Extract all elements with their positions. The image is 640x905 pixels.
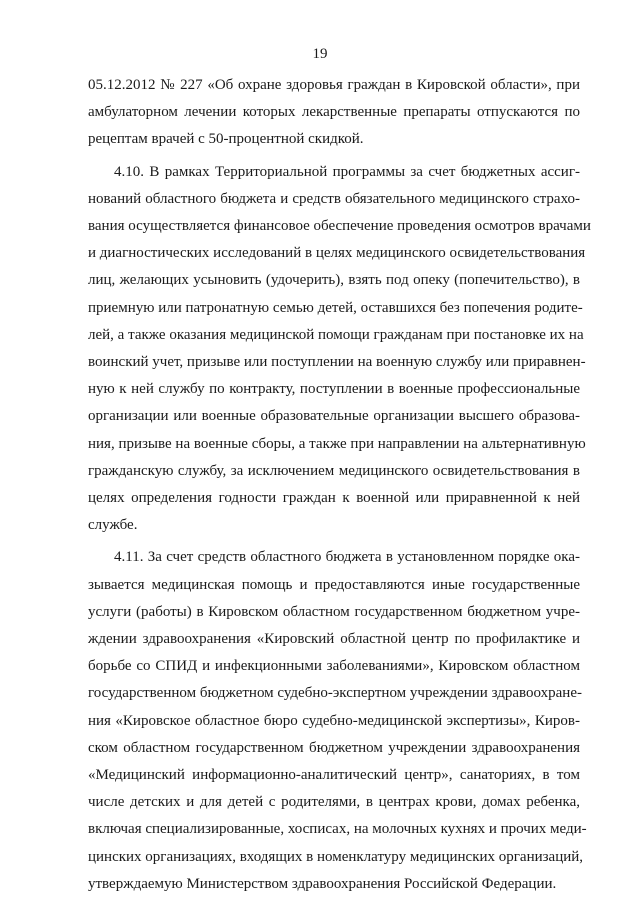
text-line: рецептам врачей с 50-процентной скидкой. [88, 131, 364, 148]
body-text [88, 72, 591, 898]
text-line: приемную или патронатную семью детей, оставшихся без попечения родите- [88, 299, 583, 316]
text-line: числе детских и для детей с родителями, в центрах крови, домах ребенка, [88, 794, 580, 811]
text-line: вания осуществляется финансовое обеспечение проведения осмотров врачами [88, 218, 591, 235]
text-line: лиц, желающих усыновить (удочерить), взять под опеку (попечительство), в [88, 272, 580, 289]
text-line: лей, а также оказания медицинской помощи гражданам при постановке их на [88, 326, 584, 343]
text-line: нований областного бюджета и средств обязательного медицинского страхо- [88, 190, 580, 207]
paragraph-continuation [88, 72, 580, 154]
text-line: ную к ней службу по контракту, поступлении в военные профессиональные [88, 381, 580, 398]
text-line: борьбе со СПИД и инфекционными заболеваниями», Кировском областном [88, 658, 580, 675]
text-line: включая специализированные, хосписах, на молочных кухнях и прочих меди- [88, 821, 587, 838]
page-number: 19 [312, 46, 328, 62]
text-line: гражданскую службу, за исключением медицинского освидетельствования в [88, 462, 580, 479]
text-line: воинский учет, призыве или поступлении на военную службу или приравнен- [88, 354, 586, 371]
text-line: ждении здравоохранения «Кировский областной центр по профилактике и [88, 631, 580, 648]
paragraph-clause-4-11 [88, 544, 587, 898]
text-line: государственном бюджетном судебно-экспертном учреждении здравоохране- [88, 685, 582, 702]
text-line: 4.11. За счет средств областного бюджета в установленном порядке ока- [114, 549, 580, 566]
text-line: ния, призыве на военные сборы, а также при направлении на альтернативную [88, 435, 586, 452]
text-line: амбулаторном лечении которых лекарственные препараты отпускаются по [88, 104, 580, 121]
text-line: ния «Кировское областное бюро судебно-медицинской экспертизы», Киров- [88, 712, 580, 729]
text-line: организации или военные образовательные организации высшего образова- [88, 408, 580, 425]
text-line: услуги (работы) в Кировском областном государственном бюджетном учре- [88, 603, 580, 620]
text-line: 4.10. В рамках Территориальной программы за счет бюджетных ассиг- [114, 163, 580, 180]
text-line: «Медицинский информационно-аналитический центр», санаториях, в том [88, 767, 580, 784]
text-line: 05.12.2012 № 227 «Об охране здоровья граждан в Кировской области», при [88, 77, 580, 93]
text-line: цинских организациях, входящих в номенклатуру медицинских организаций, [88, 848, 584, 865]
text-line: целях определения годности граждан к военной или приравненной к ней [88, 490, 580, 507]
text-line: утверждаемую Министерством здравоохранения Российской Федерации. [88, 875, 557, 892]
paragraph-clause-4-10 [88, 159, 591, 540]
text-line: и диагностических исследований в целях медицинского освидетельствования [88, 245, 586, 262]
text-line: зывается медицинская помощь и предоставляются иные государственные [88, 576, 580, 593]
text-line: службе. [88, 517, 138, 534]
text-line: ском областном государственном бюджетном учреждении здравоохранения [88, 739, 580, 756]
